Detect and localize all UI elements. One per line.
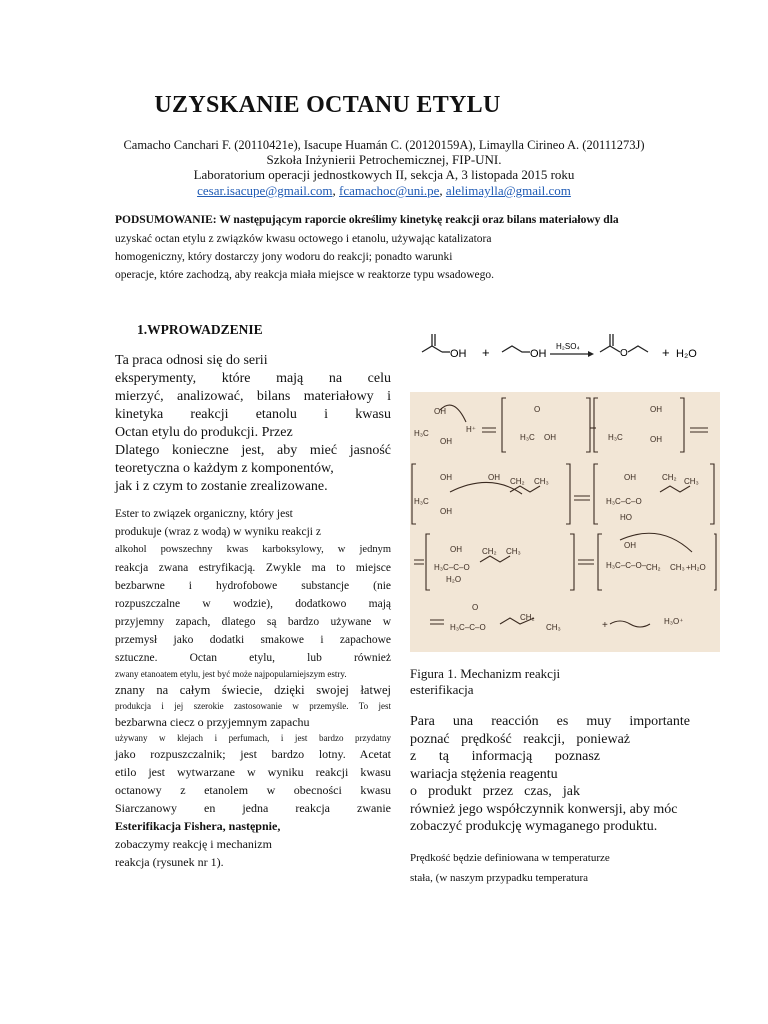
equilibrium-arrow	[578, 560, 594, 564]
ester-line: znany na całym świecie, dzięki swojej łatwej	[115, 683, 391, 697]
intro-paragraph	[115, 352, 391, 496]
intro-line: jak i z czym to zostanie zrealizowane.	[115, 479, 328, 494]
water-label: H₂O	[676, 348, 697, 360]
fischer-line	[115, 817, 391, 835]
mech-label: H₃C	[608, 433, 623, 442]
intro-line: eksperymenty, które mają na celu	[115, 371, 391, 386]
equilibrium-arrow	[574, 496, 590, 500]
rate-continuation	[410, 848, 690, 888]
school-line: Szkoła Inżynierii Petrochemicznej, FIP-UNI.	[266, 152, 502, 167]
intro-line: mierzyć, analizować, bilans materiałowy i	[115, 389, 391, 404]
ester-paragraph	[115, 505, 391, 871]
mech-label: O	[472, 603, 479, 612]
mech-label: H₃C	[414, 497, 429, 506]
mech-label: CH₃	[670, 563, 685, 572]
ester-line: reakcja zwana estryfikacją. Zwykle ma to miejsce	[115, 562, 391, 574]
ester-line: octanowy z etanolem w obecności kwasu	[115, 783, 391, 797]
acetic-acid-structure	[422, 334, 450, 352]
abstract-line-3: homogeniczny, który dostarczy jony wodoru do reakcji; ponadto warunki	[115, 251, 453, 263]
mech-label: OH	[624, 541, 636, 550]
oh-label: OH	[450, 348, 467, 360]
mech-label: OH	[450, 545, 462, 554]
paper-title: UZYSKANIE OCTANU ETYLU	[154, 92, 501, 118]
ester-small-line: używany w klejach i perfumach, i jest bardzo przydatny	[115, 733, 391, 743]
rate-small-line: stała, (w naszym przypadku temperatura	[410, 872, 589, 884]
fischer-bold: Esterifikacja Fishera, następnie,	[115, 819, 281, 833]
plus-sign: +	[662, 345, 670, 360]
mech-label: OH	[624, 473, 636, 482]
lab-line: Laboratorium operacji jednostkowych II, sekcja A, 3 listopada 2015 roku	[193, 167, 575, 182]
rate-line: również jego współczynnik konwersji, aby móc	[410, 801, 678, 817]
rate-small-line: Prędkość będzie definiowana w temperaturze	[410, 852, 610, 864]
ester-line: produkuje (wraz z wodą) w wyniku reakcji z	[115, 526, 321, 538]
oh-label: OH	[530, 348, 547, 360]
mech-label: CH₂	[646, 563, 661, 572]
equilibrium-arrow	[690, 428, 708, 432]
abstract-label: PODSUMOWANIE:	[115, 214, 217, 226]
rate-line: z tą informacją poznasz	[410, 749, 600, 764]
abstract-line-2: uzyskać octan etylu z związków kwasu octowego i etanolu, używając katalizatora	[115, 233, 492, 245]
plus-sign: +	[602, 620, 608, 631]
equilibrium-arrow	[482, 428, 496, 432]
abstract-text: W następującym raporcie określimy kinetykę reakcji oraz bilans materiałowy dla	[216, 214, 619, 226]
rate-line: wariacja stężenia reagentu	[410, 766, 558, 782]
mech-label: CH₃	[684, 477, 699, 486]
mech-label: CH₂	[662, 473, 677, 482]
mech-label: CH₂	[520, 613, 535, 622]
email-link-1[interactable]: cesar.isacupe@gmail.com	[197, 183, 333, 198]
mech-label: H⁺	[466, 425, 476, 434]
ester-line: sztuczne. Octan etylu, lub również	[115, 652, 391, 664]
mech-label: OH	[650, 435, 662, 444]
bond	[510, 486, 540, 492]
mech-label: CH₂	[482, 547, 497, 556]
rate-line: o produkt przez czas, jak	[410, 784, 580, 799]
mech-label: OH	[434, 407, 446, 416]
email-separator: ,	[439, 183, 446, 198]
ester-small-line: produkcja i jej szerokie zastosowanie w przemyśle. To jest	[115, 701, 391, 711]
mech-label: O	[534, 405, 541, 414]
catalyst-label: H₂SO₄	[556, 342, 580, 351]
equilibrium-arrow	[430, 620, 444, 624]
mech-label: H₃C–C–O	[606, 497, 642, 506]
ester-line: Ester to związek organiczny, który jest	[115, 508, 293, 520]
mech-label: H₃O⁺	[664, 617, 684, 626]
mech-label: OH	[544, 433, 556, 442]
bracket	[594, 398, 684, 452]
mech-label: H₃C–C–O	[434, 563, 470, 572]
figure-caption	[410, 666, 690, 698]
mechanism-figure	[410, 392, 720, 652]
ester-line: przemysł jako dodatki smakowe i zapachowe	[115, 634, 391, 646]
mech-label: CH₂	[510, 477, 525, 486]
rate-paragraph	[410, 713, 690, 836]
intro-line: teoretyczna o każdym z komponentów,	[115, 461, 334, 476]
intro-line: Dlatego konieczne jest, aby mieć jasność	[115, 443, 391, 458]
intro-line: Ta praca odnosi się do serii	[115, 353, 268, 368]
mech-label: CH₃	[506, 547, 521, 556]
ester-line: Siarczanowy en jedna reakcja zwanie	[115, 801, 391, 815]
ester-line: zobaczymy reakcję i mechanizm	[115, 837, 272, 851]
ester-line: bezbarwna ciecz o przyjemnym zapachu	[115, 715, 310, 729]
reaction-equation	[410, 322, 710, 382]
email-link-3[interactable]: alelimaylla@gmail.com	[445, 183, 571, 198]
ester-oxygen: O	[620, 348, 628, 359]
mech-label: OH	[440, 437, 452, 446]
email-line	[0, 183, 768, 198]
ester-line: etilo jest wytwarzane w wyniku reakcji kwasu	[115, 765, 391, 779]
bracket	[502, 398, 590, 452]
ester-line: reakcja (rysunek nr 1).	[115, 855, 224, 869]
mech-label: OH	[440, 507, 452, 516]
abstract-line-4: operacje, które zachodzą, aby reakcja miała miejsce w reaktorze typu wsadowego.	[115, 269, 494, 281]
section-heading: 1.WPROWADZENIE	[137, 322, 263, 337]
mech-label: H₃C	[520, 433, 535, 442]
plus-sign: +	[482, 345, 490, 360]
ester-line: bezbarwne i hydrofobowe substancje (nie	[115, 580, 391, 592]
mech-label: H₃C	[414, 429, 429, 438]
ester-line: jako rozpuszczalnik; jest bardzo lotny. Acetat	[115, 747, 391, 761]
intro-line: Octan etylu do produkcji. Przez	[115, 425, 293, 440]
email-link-2[interactable]: fcamachoc@uni.pe	[339, 183, 440, 198]
mech-label: CH₃	[534, 477, 549, 486]
bond	[660, 486, 690, 492]
email-separator: ,	[332, 183, 340, 198]
bond	[480, 556, 510, 562]
mech-label: H₂O	[446, 575, 462, 584]
mech-label: +H₂O	[686, 563, 706, 572]
mech-label: H₃C–C–O–	[606, 561, 647, 570]
ester-line: przyjemny zapach, dlatego są bardzo używane w	[115, 616, 391, 628]
mech-label: CH₃	[546, 623, 561, 632]
ester-line: rozpuszczalne w wodzie), dodatkowo mają	[115, 598, 391, 610]
bond	[610, 621, 650, 627]
caption-line: esterifikacja	[410, 682, 474, 697]
caption-line: Figura 1. Mechanizm reakcji	[410, 666, 561, 681]
mech-label: H₃C–C–O	[450, 623, 486, 632]
authors-line: Camacho Canchari F. (20110421e), Isacupe Huamán C. (20120159A), Limaylla Cirineo A. (20111273J)	[123, 138, 645, 152]
bracket	[594, 464, 714, 524]
arrow-head	[588, 351, 594, 357]
abstract-line-1	[115, 213, 619, 227]
mech-label: OH	[488, 473, 500, 482]
mech-label: HO	[620, 513, 632, 522]
ester-small-line: zwany etanoatem etylu, jest być może najpopularniejszym estry.	[115, 669, 347, 679]
mechanism-diagram	[410, 392, 720, 652]
rate-line: poznać prędkość reakcji, ponieważ	[410, 731, 630, 747]
rate-line: zobaczyć produkcję wymaganego produktu.	[410, 819, 658, 834]
equilibrium-arrow	[414, 560, 424, 564]
intro-line: kinetyka reakcji etanolu i kwasu	[115, 407, 391, 422]
ethanol-structure	[502, 346, 530, 352]
mech-label: OH	[440, 473, 452, 482]
ester-line: alkohol powszechny kwas karboksylowy, w jednym	[115, 544, 391, 555]
mech-label: OH	[650, 405, 662, 414]
rate-line: Para una reacción es muy importante	[410, 714, 690, 729]
